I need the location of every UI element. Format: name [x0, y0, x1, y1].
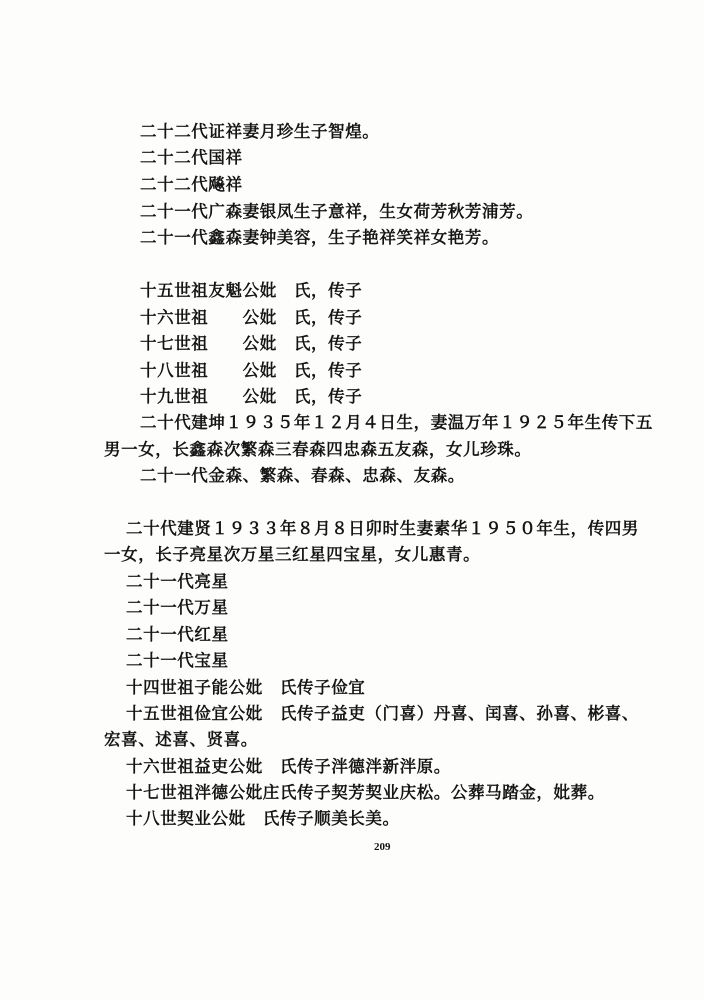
- text-line-17: 二十一代万星: [126, 598, 229, 617]
- text-line-23: 十六世祖益吏公妣 氏传子泮德泮新泮原。: [126, 757, 451, 776]
- text-line-13: 二十一代金森、繁森、春森、忠森、友森。: [140, 466, 465, 485]
- page-number: 209: [374, 841, 391, 853]
- text-line-3: 二十二代飚祥: [140, 175, 243, 194]
- text-line-15: 一女，长子亮星次万星三红星四宝星，女儿惠青。: [104, 545, 481, 564]
- text-line-9: 十八世祖 公妣 氏，传子: [140, 361, 363, 380]
- text-line-4: 二十一代广森妻银凤生子意祥，生女荷芳秋芳浦芳。: [140, 202, 534, 221]
- text-line-24: 十七世祖泮德公妣庄氏传子契芳契业庆松。公葬马踏金，妣葬。: [126, 783, 605, 802]
- text-line-25: 十八世契业公妣 氏传子顺美长美。: [126, 809, 400, 828]
- text-line-20: 十四世祖子能公妣 氏传子俭宜: [126, 678, 366, 697]
- text-line-19: 二十一代宝星: [126, 651, 229, 670]
- text-line-10: 十九世祖 公妣 氏，传子: [140, 387, 363, 406]
- text-line-22: 宏喜、述喜、贤喜。: [104, 730, 258, 749]
- text-line-6: 十五世祖友魁公妣 氏，传子: [140, 281, 363, 300]
- text-line-5: 二十一代鑫森妻钟美容，生子艳祥笑祥女艳芳。: [140, 228, 500, 247]
- text-line-7: 十六世祖 公妣 氏，传子: [140, 308, 363, 327]
- text-line-8: 十七世祖 公妣 氏，传子: [140, 334, 363, 353]
- text-line-12: 男一女，长鑫森次繁森三春森四忠森五友森，女儿珍珠。: [104, 440, 532, 459]
- text-line-2: 二十二代国祥: [140, 148, 243, 167]
- text-line-11: 二十代建坤１９３５年１２月４日生，妻温万年１９２５年生传下五: [140, 413, 653, 432]
- text-line-21: 十五世祖俭宜公妣 氏传子益吏（门喜）丹喜、闰喜、孙喜、彬喜、: [126, 704, 639, 723]
- text-line-16: 二十一代亮星: [126, 572, 229, 591]
- text-line-18: 二十一代红星: [126, 625, 229, 644]
- text-line-14: 二十代建贤１９３３年８月８日卯时生妻素华１９５０年生，传四男: [126, 519, 639, 538]
- text-line-1: 二十二代证祥妻月珍生子智煌。: [140, 122, 380, 141]
